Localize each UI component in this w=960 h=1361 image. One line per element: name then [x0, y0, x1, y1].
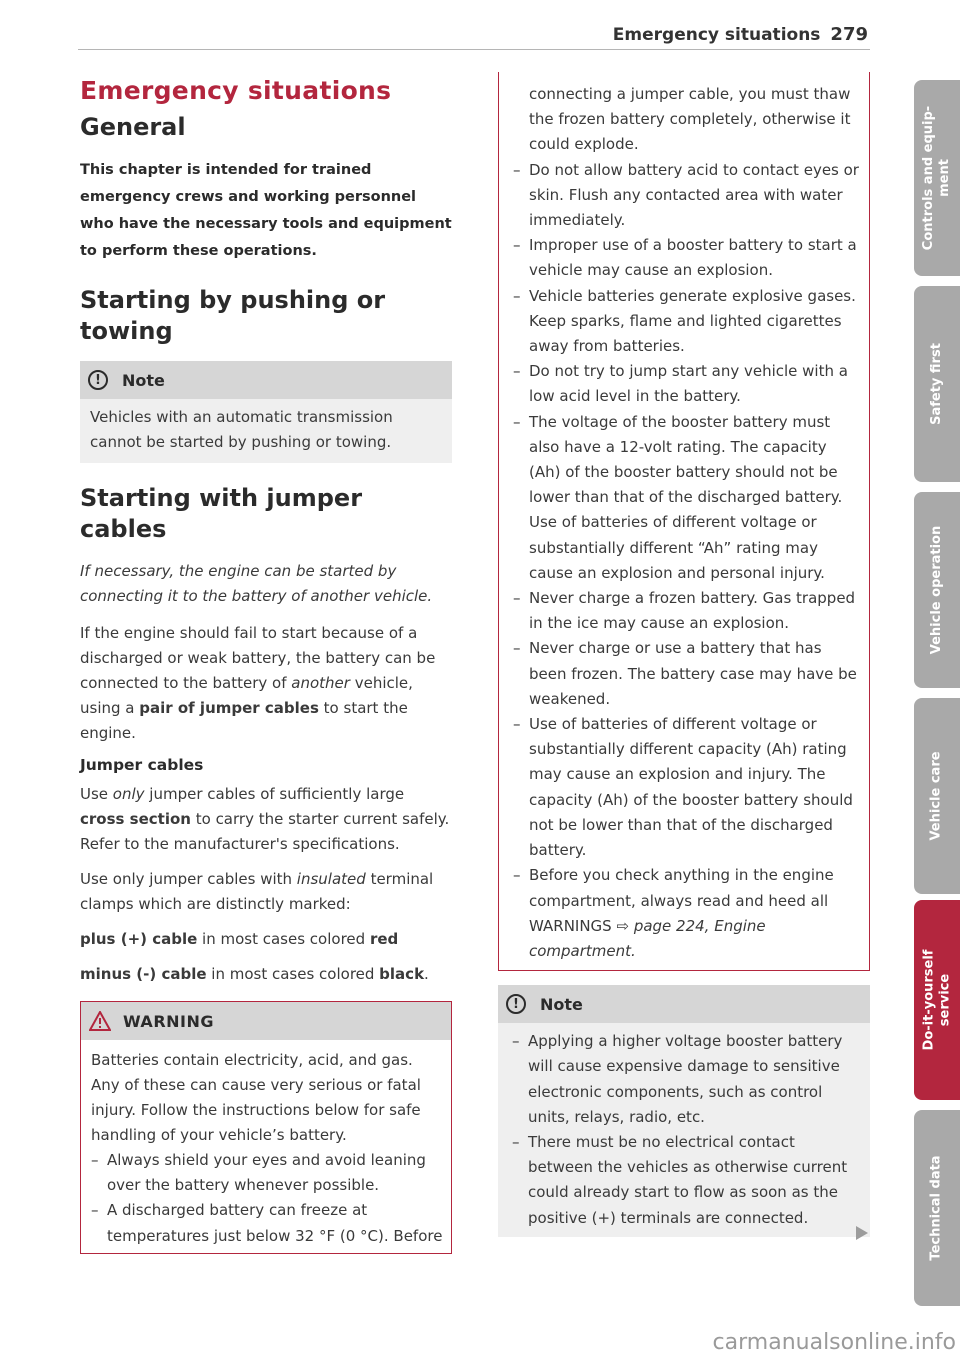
- tab-label-line: Controls and equip-: [921, 105, 936, 251]
- header-rule: [78, 49, 870, 50]
- paragraph-cross-section: [80, 782, 452, 857]
- note-label: Note: [540, 994, 583, 1014]
- tab-label: [929, 1155, 945, 1260]
- bold-text: pair of jumper cables: [139, 699, 319, 717]
- bold-text: minus (-) cable: [80, 965, 207, 983]
- emphasis-text: only: [112, 785, 145, 803]
- list-item: – Always shield your eyes and avoid leaning over the battery whenever possible.: [91, 1148, 443, 1198]
- info-icon: !: [506, 994, 526, 1014]
- footer-watermark: carmanualsonline.info: [712, 1330, 956, 1355]
- jumper-cables-heading: Jumper cables: [80, 756, 204, 774]
- continue-arrow-icon: [856, 1226, 868, 1240]
- left-column: [80, 72, 452, 1254]
- chapter-intro: This chapter is intended for trained emergency crews and working personnel who have the necessary tools and equipment to perform these operations.: [80, 162, 452, 259]
- right-column: [498, 72, 870, 1237]
- warning-list: [513, 158, 859, 965]
- plus-cable-line: [80, 927, 452, 952]
- tab-technical-data[interactable]: [914, 1110, 960, 1306]
- note-text: Vehicles with an automatic transmission cannot be started by pushing or towing.: [90, 408, 393, 451]
- warning-continued-text: connecting a jumper cable, you must thaw the frozen battery completely, otherwise it could explode.: [529, 85, 851, 154]
- paragraph-insulated: [80, 867, 452, 917]
- warning-text: Batteries contain electricity, acid, and gas. Any of these can cause very serious or fatal injury. Follow the instructions below for safe handling of your vehicle’s battery.: [91, 1051, 421, 1144]
- bold-text: red: [369, 930, 399, 948]
- note-list: [512, 1029, 860, 1231]
- text-run: to carry the starter current safely. Refer to the manufacturer's specifications.: [80, 810, 450, 853]
- list-item: – Use of batteries of different voltage or substantially different capacity (Ah) rating may cause an explosion and injury. The capacity (Ah) of the booster battery should not be lower than that of the discharged battery.: [513, 712, 859, 863]
- tab-vehicle-operation[interactable]: [914, 492, 960, 688]
- list-item: [513, 863, 859, 964]
- warning-header: [81, 1002, 451, 1040]
- list-item: – Never charge or use a battery that has been frozen. The battery case may have be weakened.: [513, 636, 859, 712]
- text-run: jumper cables of sufficiently large: [144, 785, 405, 803]
- warning-label: WARNING: [123, 1011, 214, 1031]
- info-icon: !: [88, 370, 108, 390]
- section-general-heading: General: [80, 113, 186, 141]
- text-run: If the engine should fail to start because of a discharged or weak battery, the battery can be connected to the battery of: [80, 624, 436, 692]
- section-push-heading: Starting by pushing or towing: [80, 286, 386, 345]
- text-run: to start the engine.: [80, 699, 408, 742]
- text-run: vehicle, using a: [80, 674, 413, 717]
- page-number: 279: [830, 24, 868, 45]
- note-box: [80, 361, 452, 463]
- tab-label-line: Vehicle operation: [929, 525, 945, 655]
- running-header: [613, 24, 868, 45]
- note-body: [498, 1023, 870, 1237]
- note-header: [498, 985, 870, 1023]
- note-header: [80, 361, 452, 399]
- list-item: – There must be no electrical contact between the vehicles as otherwise current could already start to flow as soon as the positive (+) terminals are connected.: [512, 1130, 860, 1231]
- bold-text: cross section: [80, 810, 191, 828]
- tab-label-line: Safety first: [929, 343, 945, 425]
- list-item: – Do not allow battery acid to contact eyes or skin. Flush any contacted area with water immediately.: [513, 158, 859, 234]
- tab-controls-and-equipment[interactable]: [914, 80, 960, 276]
- minus-cable-line: [80, 962, 452, 987]
- tab-label: [929, 343, 945, 425]
- italic-intro: If necessary, the engine can be started by connecting it to the battery of another vehicle.: [80, 562, 433, 605]
- tab-label: [929, 526, 945, 654]
- list-item: – Do not try to jump start any vehicle with a low acid level in the battery.: [513, 359, 859, 409]
- paragraph-discharged-battery: [80, 621, 452, 746]
- text-run: Use: [80, 785, 113, 803]
- text-run: Before you check anything in the engine compartment, always read and heed all WARNINGS: [529, 866, 834, 935]
- running-title: Emergency situations: [612, 25, 821, 45]
- tab-do-it-yourself-service[interactable]: [914, 900, 960, 1100]
- tab-label-line: Do-it-yourself: [921, 949, 937, 1051]
- tab-label-line: Technical data: [929, 1155, 944, 1261]
- list-item: – The voltage of the booster battery must also have a 12-volt rating. The capacity (Ah) of the booster battery should not be lower than that of the discharged battery. Use of batteries of different voltage or substantially different “Ah” rating may cause an explosion and personal injury.: [513, 410, 859, 586]
- section-jumper-heading: Starting with jumper cables: [80, 484, 363, 543]
- text-run: in most cases colored: [206, 965, 380, 983]
- warning-body: [81, 1040, 451, 1253]
- chapter-title: Emergency situations: [80, 76, 392, 105]
- list-item: – Never charge a frozen battery. Gas trapped in the ice may cause an explosion.: [513, 586, 859, 636]
- tab-label: [921, 106, 953, 250]
- bold-text: black: [379, 965, 425, 983]
- tab-label-line: ment: [937, 159, 952, 197]
- emphasis-text: another: [291, 674, 350, 692]
- tab-label-line: service: [937, 973, 953, 1027]
- page-reference-link[interactable]: ⇨ page 224, Engine compartment.: [529, 916, 766, 960]
- warning-box: [80, 1001, 452, 1254]
- list-item: – Applying a higher voltage booster battery will cause expensive damage to sensitive electronic components, such as control units, relays, radio, etc.: [512, 1029, 860, 1130]
- warning-triangle-icon: [89, 1011, 111, 1031]
- warning-list: [91, 1148, 443, 1249]
- tab-safety-first[interactable]: [914, 286, 960, 482]
- text-run: terminal clamps which are distinctly marked:: [80, 870, 434, 913]
- note-label: Note: [122, 370, 165, 390]
- list-item: – A discharged battery can freeze at temperatures just below 32 °F (0 °C). Before: [91, 1198, 443, 1248]
- tab-label-line: Vehicle care: [929, 751, 944, 841]
- tab-label: [921, 950, 953, 1051]
- note-box: [498, 985, 870, 1237]
- text-run: .: [424, 965, 429, 983]
- text-run: Use only jumper cables with: [80, 870, 297, 888]
- tab-vehicle-care[interactable]: [914, 698, 960, 894]
- bold-text: plus (+) cable: [80, 930, 198, 948]
- list-item: – Improper use of a booster battery to start a vehicle may cause an explosion.: [513, 233, 859, 283]
- tab-label: [929, 751, 945, 840]
- list-item: – Vehicle batteries generate explosive gases. Keep sparks, flame and lighted cigarettes away from batteries.: [513, 284, 859, 360]
- warning-continued: [498, 72, 870, 971]
- emphasis-text: insulated: [296, 870, 366, 888]
- text-run: in most cases colored: [197, 930, 370, 948]
